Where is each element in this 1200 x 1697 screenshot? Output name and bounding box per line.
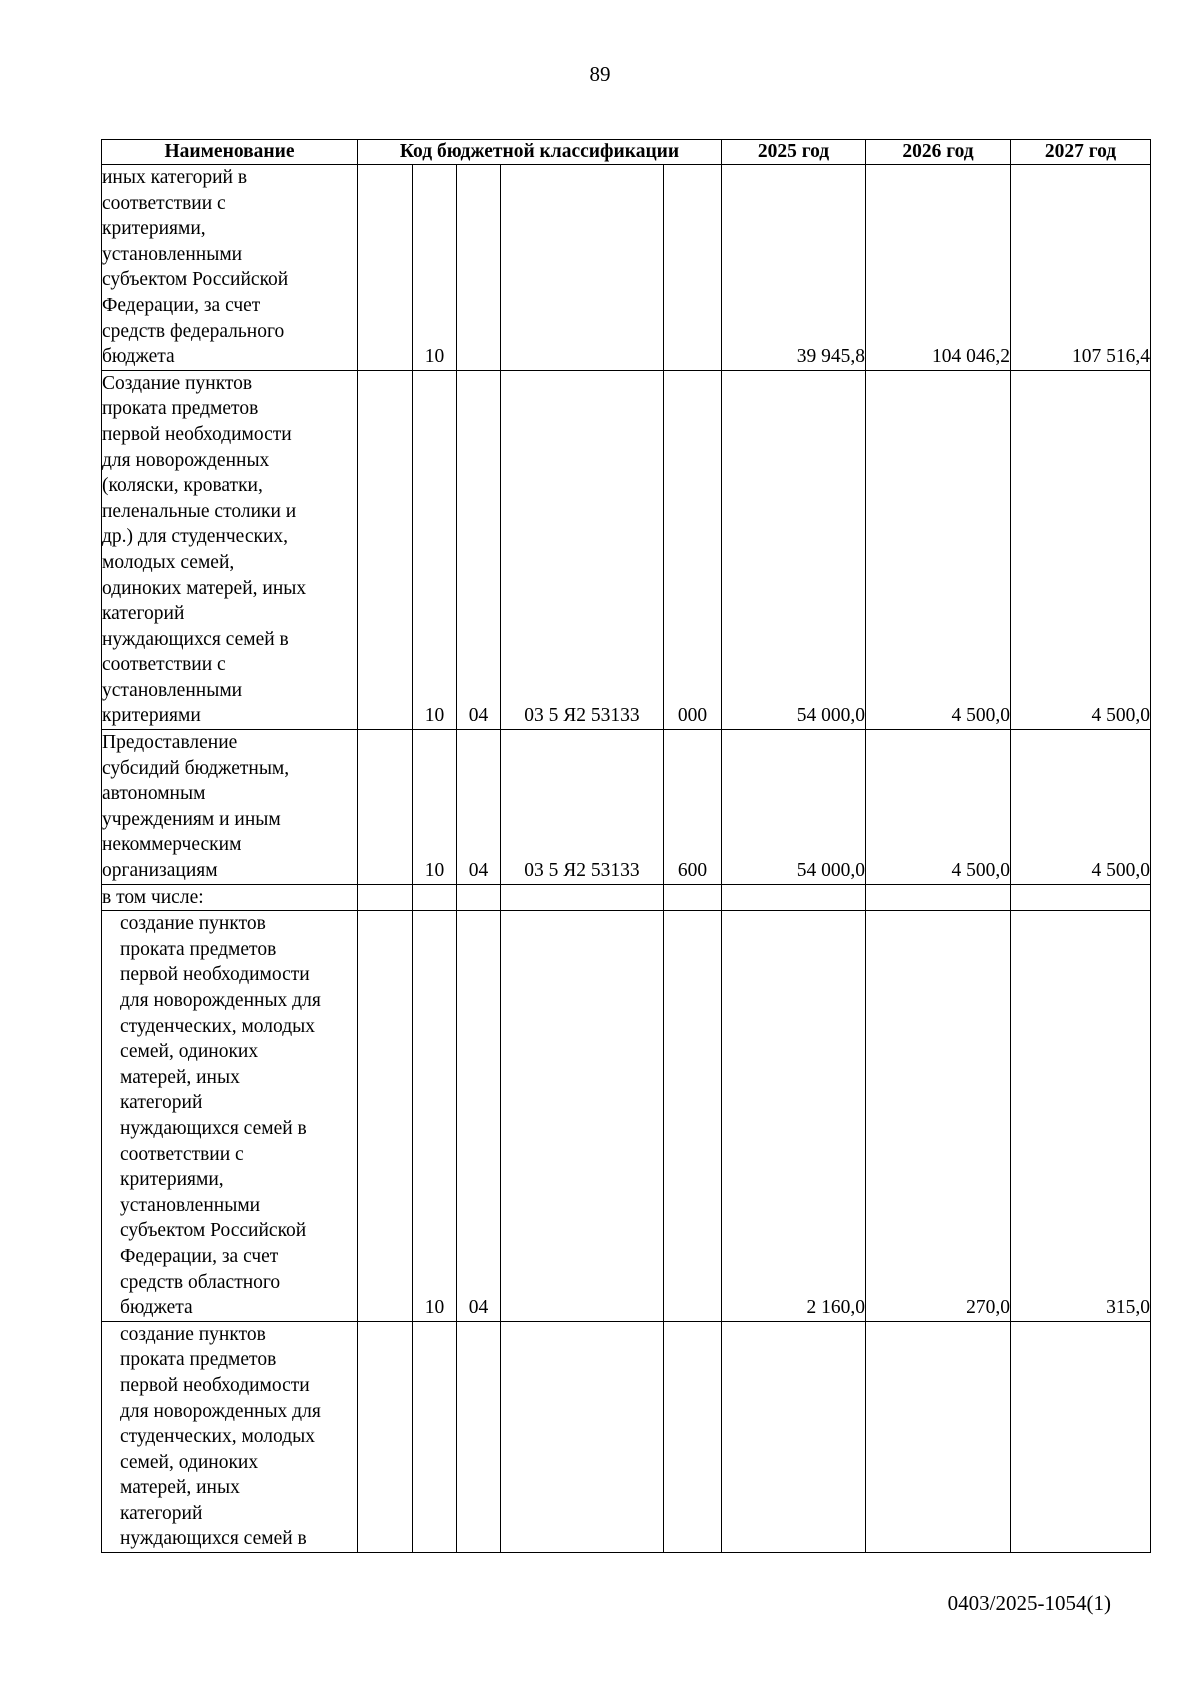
- vr-cell: [664, 1321, 722, 1552]
- csr-cell: [501, 884, 664, 911]
- razdel-cell: 10: [413, 370, 457, 729]
- value-2026: 4 500,0: [866, 370, 1011, 729]
- value-2027: 315,0: [1011, 911, 1151, 1322]
- vr-cell: 600: [664, 730, 722, 885]
- code-part-0: [358, 911, 413, 1322]
- value-2026: 104 046,2: [866, 165, 1011, 371]
- code-part-0: [358, 165, 413, 371]
- razdel-cell: [413, 884, 457, 911]
- csr-cell: 03 5 Я2 53133: [501, 730, 664, 885]
- value-2026: 4 500,0: [866, 730, 1011, 885]
- razdel-cell: 10: [413, 911, 457, 1322]
- value-2026: [866, 1321, 1011, 1552]
- vr-cell: [664, 165, 722, 371]
- table-row: [102, 370, 1151, 729]
- code-part-0: [358, 370, 413, 729]
- budget-table: [101, 139, 1151, 1553]
- value-2025: [722, 884, 866, 911]
- page-number: 89: [589, 62, 611, 86]
- table-row: [102, 730, 1151, 885]
- value-2025: 54 000,0: [722, 370, 866, 729]
- row-name: Создание пунктов проката предметов первой необходимости для новорожденных (коляски, кроватки, пеленальные столики и др.) для студенческих, молодых семей, одиноких матерей, иных категорий нуждающихся семей в соответствии с установленными критериями: [102, 370, 358, 729]
- csr-cell: 03 5 Я2 53133: [501, 370, 664, 729]
- header-2027: 2027 год: [1011, 140, 1151, 165]
- podrazdel-cell: [457, 884, 501, 911]
- table-row: [102, 165, 1151, 371]
- row-name: Предоставление субсидий бюджетным, автономным учреждениям и иным некоммерческим организациям: [102, 730, 358, 885]
- table-row: [102, 1321, 1151, 1552]
- code-part-0: [358, 730, 413, 885]
- table-row: [102, 911, 1151, 1322]
- code-part-0: [358, 884, 413, 911]
- vr-cell: [664, 884, 722, 911]
- razdel-cell: 10: [413, 165, 457, 371]
- razdel-cell: [413, 1321, 457, 1552]
- vr-cell: 000: [664, 370, 722, 729]
- csr-cell: [501, 165, 664, 371]
- header-name: Наименование: [102, 140, 358, 165]
- value-2027: [1011, 1321, 1151, 1552]
- table-header-row: [102, 140, 1151, 165]
- value-2026: 270,0: [866, 911, 1011, 1322]
- header-2026: 2026 год: [866, 140, 1011, 165]
- podrazdel-cell: 04: [457, 911, 501, 1322]
- row-name: создание пунктов проката предметов первой необходимости для новорожденных для студенческих, молодых семей, одиноких матерей, иных категорий нуждающихся семей в: [102, 1321, 358, 1552]
- value-2025: 2 160,0: [722, 911, 866, 1322]
- razdel-cell: 10: [413, 730, 457, 885]
- podrazdel-cell: 04: [457, 730, 501, 885]
- csr-cell: [501, 1321, 664, 1552]
- podrazdel-cell: 04: [457, 370, 501, 729]
- value-2025: 54 000,0: [722, 730, 866, 885]
- header-code: Код бюджетной классификации: [358, 140, 722, 165]
- podrazdel-cell: [457, 165, 501, 371]
- value-2025: [722, 1321, 866, 1552]
- podrazdel-cell: [457, 1321, 501, 1552]
- row-name: в том числе:: [102, 884, 358, 911]
- value-2027: 4 500,0: [1011, 370, 1151, 729]
- value-2027: 4 500,0: [1011, 730, 1151, 885]
- value-2026: [866, 884, 1011, 911]
- vr-cell: [664, 911, 722, 1322]
- value-2027: 107 516,4: [1011, 165, 1151, 371]
- value-2025: 39 945,8: [722, 165, 866, 371]
- code-part-0: [358, 1321, 413, 1552]
- table-row: [102, 884, 1151, 911]
- document-code: 0403/2025-1054(1): [947, 1591, 1111, 1615]
- row-name: иных категорий в соответствии с критериями, установленными субъектом Российской Федерации, за счет средств федерального бюджета: [102, 165, 358, 371]
- value-2027: [1011, 884, 1151, 911]
- csr-cell: [501, 911, 664, 1322]
- header-2025: 2025 год: [722, 140, 866, 165]
- row-name: создание пунктов проката предметов первой необходимости для новорожденных для студенческих, молодых семей, одиноких матерей, иных категорий нуждающихся семей в соответствии с критериями, установленными субъектом Российской Федерации, за счет средств областного бюджета: [102, 911, 358, 1322]
